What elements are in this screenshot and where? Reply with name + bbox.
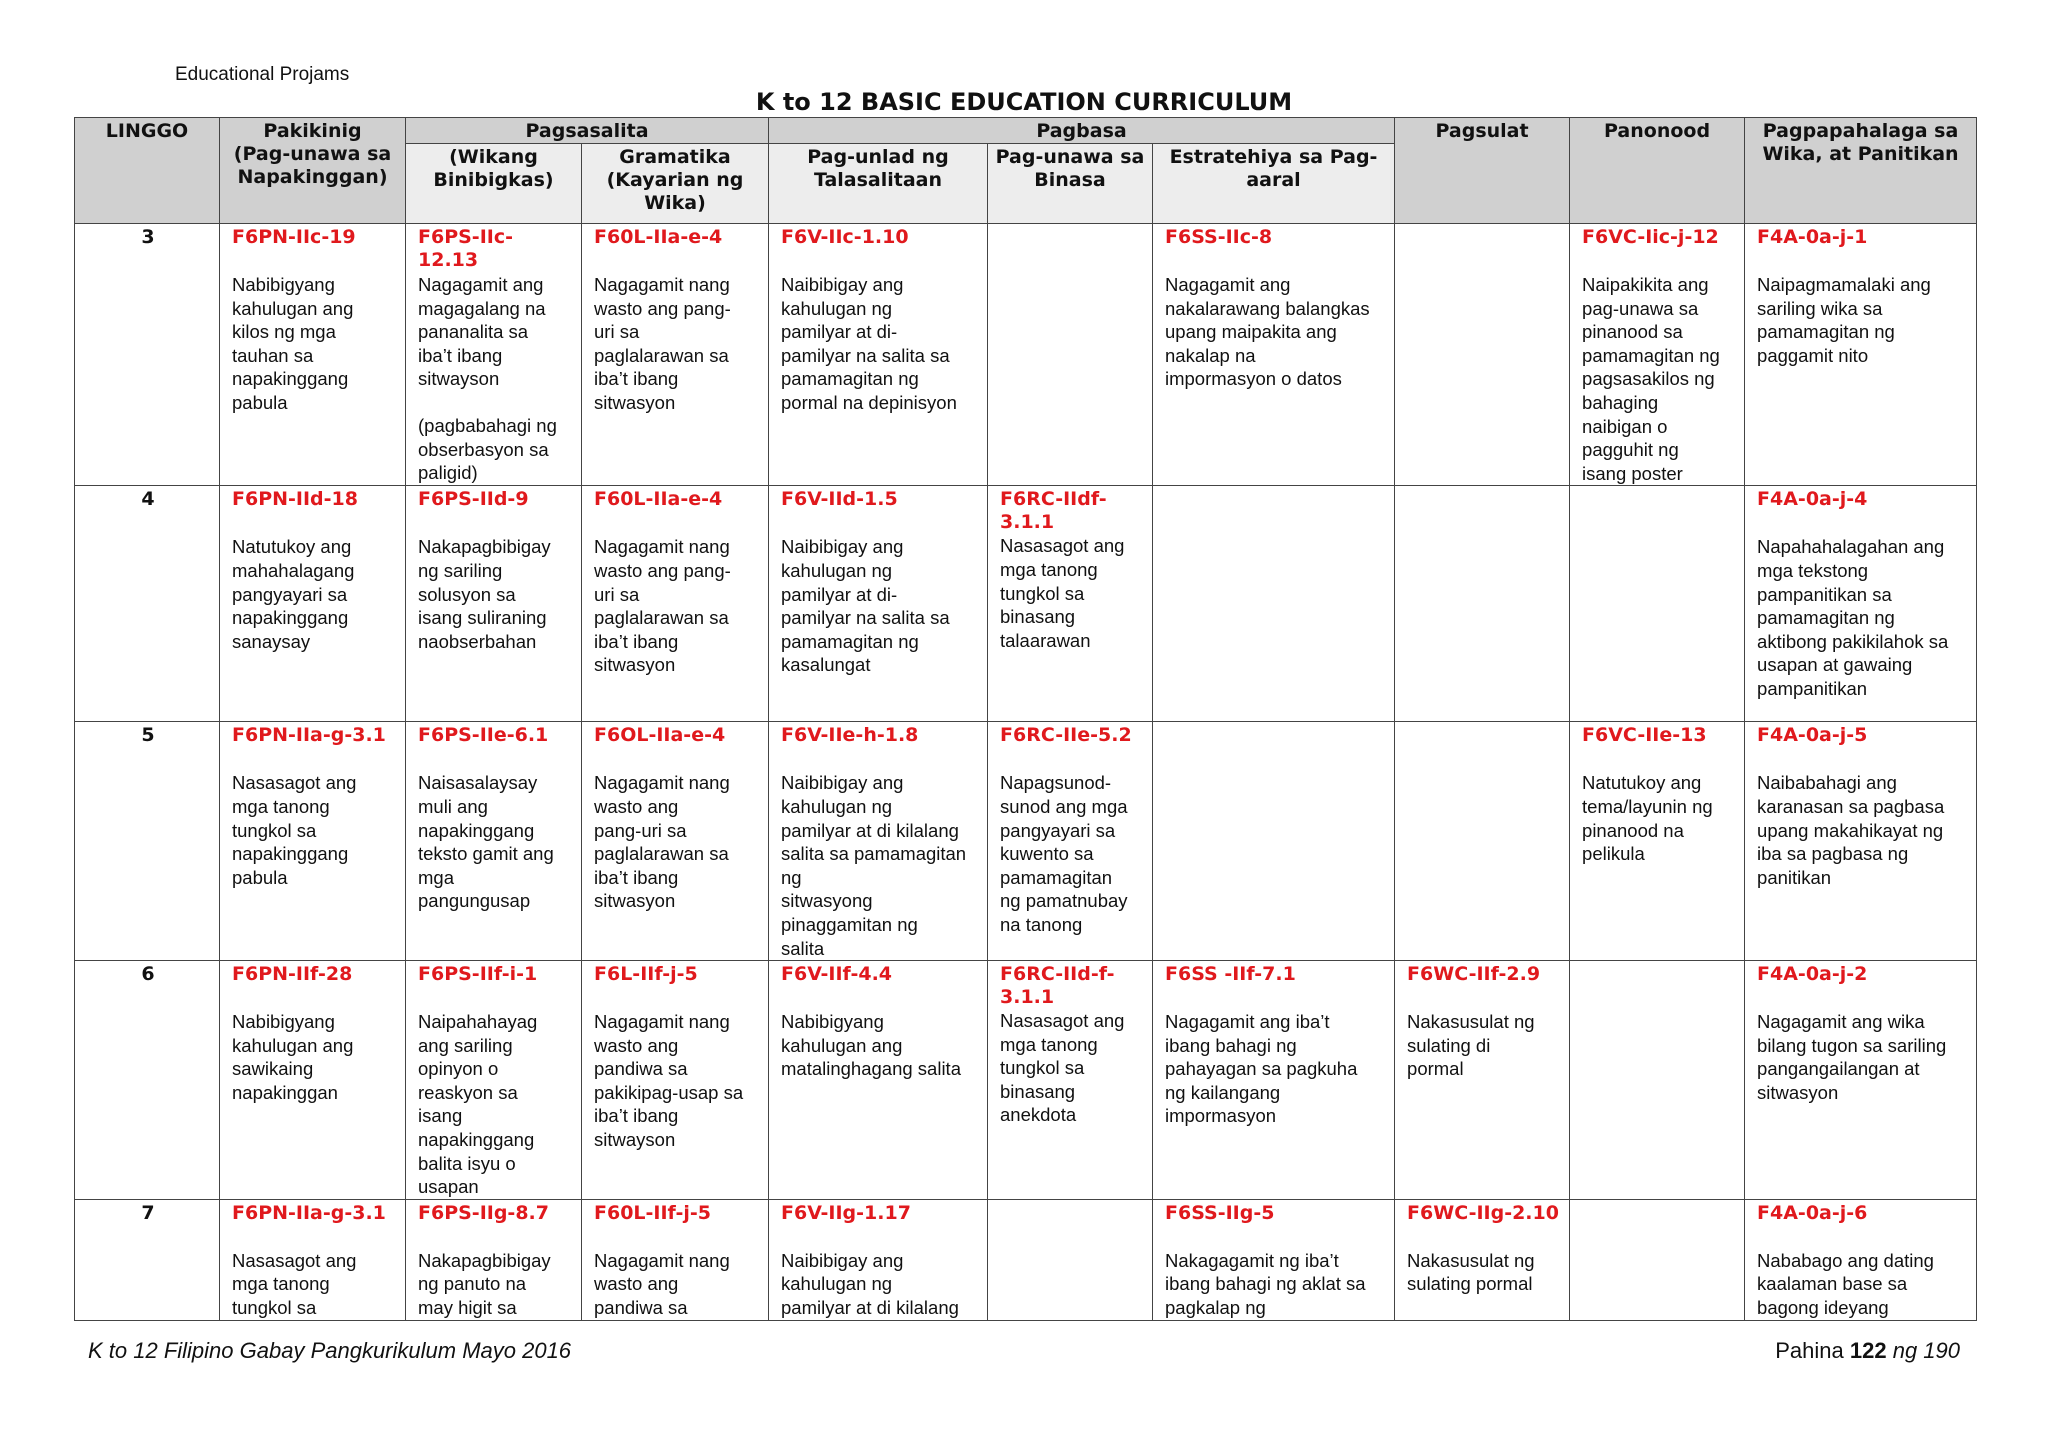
week-number: 6 <box>75 961 220 1200</box>
competency-text: Nasasagot ang mga tanong tungkol sa <box>232 1249 357 1319</box>
table-cell <box>1395 722 1570 961</box>
competency-code: F6RC-IId-f- 3.1.1 <box>1000 963 1115 1009</box>
competency-code: F6RC-IIe-5.2 <box>1000 724 1132 747</box>
competency-code: F6V-IIf-4.4 <box>781 963 893 986</box>
col-header-linggo: LINGGO <box>75 118 220 224</box>
competency-text: Nabibigyang kahulugan ang sawikaing napakinggan <box>232 1011 354 1103</box>
table-cell <box>582 722 769 961</box>
competency-text: Nagagamit ang magagalang na pananalita sa iba’t ibang sitwayson <box>418 274 546 390</box>
table-cell <box>988 486 1153 722</box>
competency-code: F4A-0a-j-2 <box>1757 963 1868 986</box>
table-cell <box>1745 722 1977 961</box>
table-cell <box>220 1199 406 1320</box>
page-title: K to 12 BASIC EDUCATION CURRICULUM <box>755 88 1293 116</box>
competency-text: Naipakikita ang pag-unawa sa pinanood sa pamamagitan ng pagsasakilos ng bahaging naibigan o pagguhit ng isang poster <box>1582 274 1720 484</box>
competency-text: Naipahahayag ang sariling opinyon o reaskyon sa isang napakinggang balita isyu o usapan <box>418 1011 538 1198</box>
table-cell <box>1395 224 1570 486</box>
competency-code: F6OL-IIa-e-4 <box>594 724 726 747</box>
competency-code: F60L-IIa-e-4 <box>594 488 723 511</box>
table-cell <box>220 961 406 1200</box>
table-cell <box>406 961 582 1200</box>
competency-code: F6PN-IIc-19 <box>232 226 356 248</box>
competency-text: Naipagmamalaki ang sariling wika sa pamamagitan ng paggamit nito <box>1757 274 1931 366</box>
table-cell <box>988 224 1153 486</box>
competency-text: Nakagagamit ng iba’t ibang bahagi ng aklat sa pagkalap ng <box>1165 1249 1366 1319</box>
footer-page-num: 122 <box>1849 1338 1887 1363</box>
competency-text: Nasasagot ang mga tanong tungkol sa binasang anekdota <box>1000 1010 1125 1126</box>
org-label: Educational Projams <box>175 64 350 85</box>
competency-code: F6PN-IIa-g-3.1 <box>232 1201 386 1224</box>
competency-text: Naibibigay ang kahulugan ng pamilyar at di- pamilyar na salita sa pamamagitan ng kasalungat <box>781 536 950 676</box>
col-header-pagunawa: Pag-unawa sa Binasa <box>988 144 1153 224</box>
footer-page-number <box>1775 1338 1960 1364</box>
table-cell <box>406 486 582 722</box>
table-cell <box>1153 722 1395 961</box>
competency-text: Nagagamit ang wika bilang tugon sa sariling pangangailangan at sitwasyon <box>1757 1011 1947 1103</box>
footer-page-word: Pahina <box>1775 1338 1844 1363</box>
competency-code: F6PS-IIg-8.7 <box>418 1201 549 1224</box>
week-number: 5 <box>75 722 220 961</box>
col-header-pagbasa: Pagbasa <box>769 118 1395 144</box>
col-header-estratehiya: Estratehiya sa Pag- aaral <box>1153 144 1395 224</box>
table-row <box>75 722 1977 961</box>
col-header-pagunlad: Pag-unlad ng Talasalitaan <box>769 144 988 224</box>
table-cell <box>582 224 769 486</box>
table-row <box>75 961 1977 1200</box>
table-cell <box>1745 486 1977 722</box>
competency-code: F4A-0a-j-5 <box>1757 724 1868 747</box>
competency-text: Naibibigay ang kahulugan ng pamilyar at di- pamilyar na salita sa pamamagitan ng pormal na depinisyon <box>781 274 957 413</box>
table-cell <box>582 486 769 722</box>
col-header-pakikinig: Pakikinig (Pag-unawa sa Napakinggan) <box>220 118 406 224</box>
competency-text: Nabibigyang kahulugan ang kilos ng mga tauhan sa napakinggang pabula <box>232 274 354 413</box>
competency-code: F6V-IIe-h-1.8 <box>781 724 919 747</box>
table-row <box>75 486 1977 722</box>
col-header-pagsasalita: Pagsasalita <box>406 118 769 144</box>
table-cell <box>1153 961 1395 1200</box>
table-cell <box>988 961 1153 1200</box>
footer-doc-name: K to 12 Filipino Gabay Pangkurikulum Mayo 2016 <box>88 1338 572 1363</box>
competency-code: F6PS-IIf-i-1 <box>418 963 538 986</box>
col-header-panonood: Panonood <box>1570 118 1745 224</box>
competency-code: F6PN-IIf-28 <box>232 963 353 986</box>
table-cell <box>1570 961 1745 1200</box>
competency-text: Naibibigay ang kahulugan ng pamilyar at di kilalang <box>781 1249 959 1319</box>
competency-code: F6V-IIg-1.17 <box>781 1201 911 1224</box>
competency-text: Naisasalaysay muli ang napakinggang teksto gamit ang mga pangungusap <box>418 772 554 912</box>
table-cell <box>1395 961 1570 1200</box>
competency-text: Nakasusulat ng sulating di pormal <box>1407 1011 1535 1080</box>
competency-code: F6L-IIf-j-5 <box>594 963 698 986</box>
curriculum-table <box>74 117 1977 1321</box>
competency-text: Natutukoy ang tema/layunin ng pinanood na pelikula <box>1582 772 1713 865</box>
table-cell <box>220 486 406 722</box>
competency-code: F4A-0a-j-1 <box>1757 226 1868 248</box>
competency-code: F6PS-IIc- 12.13 <box>418 226 513 271</box>
col-header-wikang: (Wikang Binibigkas) <box>406 144 582 224</box>
table-cell <box>769 486 988 722</box>
competency-code: F60L-IIf-j-5 <box>594 1201 711 1224</box>
table-cell <box>1570 224 1745 486</box>
col-header-pagsulat: Pagsulat <box>1395 118 1570 224</box>
week-number: 4 <box>75 486 220 722</box>
competency-code: F6PS-IId-9 <box>418 488 529 511</box>
table-cell <box>406 722 582 961</box>
table-cell <box>582 961 769 1200</box>
table-cell <box>1570 722 1745 961</box>
competency-text: Naibibigay ang kahulugan ng pamilyar at di kilalang salita sa pamamagitan ng sitwasyong pinaggamitan ng salita <box>781 772 967 959</box>
table-cell <box>1745 961 1977 1200</box>
table-cell <box>220 722 406 961</box>
competency-code: F6PN-IId-18 <box>232 488 358 511</box>
competency-text: Nakasusulat ng sulating pormal <box>1407 1249 1535 1295</box>
table-cell <box>1745 1199 1977 1320</box>
competency-code: F6SS -IIf-7.1 <box>1165 963 1296 986</box>
table-cell <box>1153 486 1395 722</box>
competency-text: Nagagamit nang wasto ang pang-uri sa paglalarawan sa iba’t ibang sitwasyon <box>594 772 730 912</box>
competency-code: F6WC-IIg-2.10 <box>1407 1201 1559 1224</box>
competency-code: F4A-0a-j-4 <box>1757 488 1868 511</box>
competency-text: Natutukoy ang mahahalagang pangyayari sa napakinggang sanaysay <box>232 536 355 652</box>
competency-code: F60L-IIa-e-4 <box>594 226 723 248</box>
competency-code: F6V-IId-1.5 <box>781 488 898 511</box>
table-cell <box>1570 1199 1745 1320</box>
competency-text: Nagagamit nang wasto ang pandiwa sa <box>594 1249 730 1319</box>
table-cell <box>988 1199 1153 1320</box>
competency-code: F6PS-IIe-6.1 <box>418 724 549 747</box>
table-cell <box>1153 224 1395 486</box>
table-cell <box>1745 224 1977 486</box>
competency-text: Naibabahagi ang karanasan sa pagbasa upang makahikayat ng iba sa pagbasa ng panitikan <box>1757 772 1945 888</box>
week-number: 7 <box>75 1199 220 1320</box>
competency-text: Nagagamit nang wasto ang pang- uri sa paglalarawan sa iba’t ibang sitwasyon <box>594 536 731 676</box>
competency-text: Nasasagot ang mga tanong tungkol sa napakinggang pabula <box>232 772 357 888</box>
table-cell <box>1570 486 1745 722</box>
table-cell <box>582 1199 769 1320</box>
competency-code: F6VC-IIe-13 <box>1582 724 1707 747</box>
table-cell <box>769 1199 988 1320</box>
competency-text: Nagagamit ang iba’t ibang bahagi ng pahayagan sa pagkuha ng kailangang impormasyon <box>1165 1011 1358 1127</box>
competency-text: Nakapagbibigay ng sariling solusyon sa isang suliraning naobserbahan <box>418 536 551 652</box>
competency-code: F6PN-IIa-g-3.1 <box>232 724 386 747</box>
competency-text: Napahahalagahan ang mga tekstong pampanitikan sa pamamagitan ng aktibong pakikilahok sa usapan at gawaing pampanitikan <box>1757 536 1949 699</box>
footer-page-of: ng 190 <box>1892 1338 1960 1363</box>
competency-text: Nasasagot ang mga tanong tungkol sa binasang talaarawan <box>1000 535 1125 651</box>
table-cell <box>406 224 582 486</box>
competency-text: Nagagamit ang nakalarawang balangkas upang maipakita ang nakalap na impormasyon o datos <box>1165 274 1370 390</box>
competency-code: F6V-IIc-1.10 <box>781 226 909 248</box>
competency-code: F6VC-Iic-j-12 <box>1582 226 1719 248</box>
table-cell <box>988 722 1153 961</box>
week-number: 3 <box>75 224 220 486</box>
competency-note: (pagbabahagi ng obserbasyon sa paligid) <box>418 414 557 484</box>
table-row <box>75 224 1977 486</box>
competency-text: Nabibigyang kahulugan ang matalinghagang salita <box>781 1011 961 1080</box>
table-cell <box>220 224 406 486</box>
table-cell <box>1395 1199 1570 1320</box>
table-cell <box>769 224 988 486</box>
table-cell <box>1395 486 1570 722</box>
competency-code: F6SS-IIc-8 <box>1165 226 1273 248</box>
col-header-gramatika: Gramatika (Kayarian ng Wika) <box>582 144 769 224</box>
table-cell <box>769 722 988 961</box>
table-cell <box>1153 1199 1395 1320</box>
competency-code: F6SS-IIg-5 <box>1165 1201 1275 1224</box>
table-cell <box>769 961 988 1200</box>
competency-text: Nagagamit nang wasto ang pang- uri sa paglalarawan sa iba’t ibang sitwasyon <box>594 274 731 413</box>
competency-code: F4A-0a-j-6 <box>1757 1201 1868 1224</box>
competency-text: Nakapagbibigay ng panuto na may higit sa <box>418 1249 551 1319</box>
competency-text: Napagsunod- sunod ang mga pangyayari sa kuwento sa pamamagitan ng pamatnubay na tanong <box>1000 772 1128 935</box>
competency-code: F6WC-IIf-2.9 <box>1407 963 1541 986</box>
competency-text: Nababago ang dating kaalaman base sa bagong ideyang <box>1757 1249 1934 1319</box>
table-row <box>75 1199 1977 1320</box>
table-cell <box>406 1199 582 1320</box>
competency-code: F6RC-IIdf- 3.1.1 <box>1000 488 1107 534</box>
competency-text: Nagagamit nang wasto ang pandiwa sa pakikipag-usap sa iba’t ibang sitwayson <box>594 1011 744 1151</box>
col-header-pagpapahalaga: Pagpapahalaga sa Wika, at Panitikan <box>1745 118 1977 224</box>
